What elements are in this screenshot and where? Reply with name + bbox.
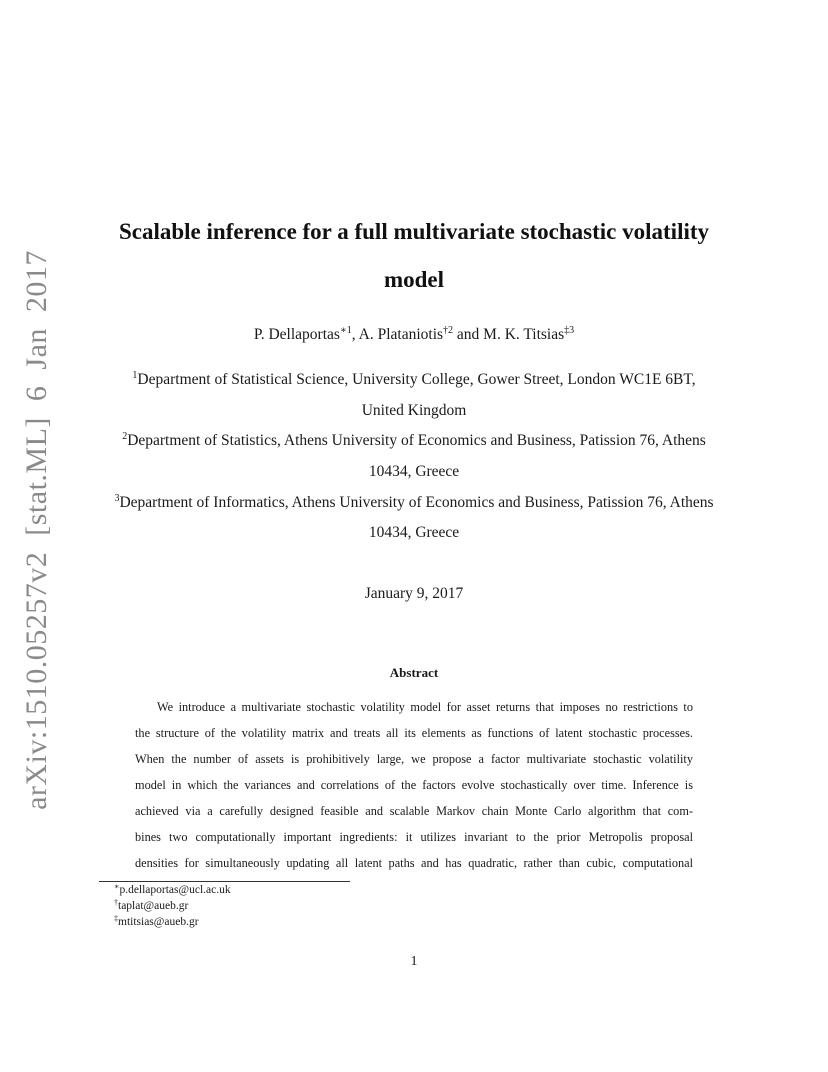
footnote-mark: ∗ <box>114 882 120 891</box>
affiliation-1-line-2: United Kingdom <box>361 402 467 419</box>
author-separator: and <box>453 326 484 343</box>
abstract-line: the structure of the volatility matrix and treats all its elements as functions of latent stochastic processes. <box>135 726 693 740</box>
affiliation-3-line-2: 10434, Greece <box>368 524 460 541</box>
affiliation-2-line-1 <box>90 432 738 450</box>
footnote-email: mtitsias@aueb.gr <box>118 916 199 928</box>
author-titsias: M. K. Titsias <box>483 326 565 343</box>
paper-date: January 9, 2017 <box>364 585 464 602</box>
footnote-3 <box>114 916 199 928</box>
author-dellaportas: P. Dellaportas <box>253 326 340 343</box>
affiliation-text: Department of Statistics, Athens University of Economics and Business, Patission 76, Athens <box>127 432 706 449</box>
footnote-divider <box>99 881 350 882</box>
footnote-1 <box>114 884 231 896</box>
page-number: 1 <box>410 954 418 969</box>
abstract-line: model in which the variances and correlations of the factors evolve stochastically over time. Inference is <box>135 778 693 792</box>
abstract-line: When the number of assets is prohibitively large, we propose a factor multivariate stochastic volatility <box>135 752 693 766</box>
author-plataniotis: A. Plataniotis <box>358 326 444 343</box>
footnote-mark: ‡ <box>114 914 118 923</box>
paper-title-line-2: model <box>383 267 445 292</box>
abstract-heading: Abstract <box>389 665 439 680</box>
arxiv-identifier: arXiv:1510.05257v2 [stat.ML] 6 Jan 2017 <box>20 250 53 810</box>
author-mark-2: †2 <box>443 325 454 336</box>
footnote-mark: † <box>114 898 118 907</box>
abstract-line: achieved via a carefully designed feasible and scalable Markov chain Monte Carlo algorithm that com- <box>135 804 693 818</box>
affiliation-1-line-1 <box>90 371 738 389</box>
affiliation-2-line-2: 10434, Greece <box>368 463 460 480</box>
abstract-line: We introduce a multivariate stochastic volatility model for asset returns that imposes no restrictions to <box>157 700 693 714</box>
affiliation-text: Department of Informatics, Athens University of Economics and Business, Patission 76, Athens <box>119 494 714 511</box>
footnote-email: taplat@aueb.gr <box>118 900 189 912</box>
affiliation-mark: 3 <box>114 493 120 504</box>
affiliation-mark: 1 <box>132 370 138 381</box>
paper-title-line-1: Scalable inference for a full multivariate stochastic volatility <box>118 219 710 244</box>
author-separator: , <box>351 326 359 343</box>
abstract-line: densities for simultaneously updating all latent paths and has quadratic, rather than cubic, computational <box>135 856 693 870</box>
abstract-line: bines two computationally important ingredients: it utilizes invariant to the prior Metropolis proposal <box>135 830 693 844</box>
affiliation-text: Department of Statistical Science, University College, Gower Street, London WC1E 6BT, <box>137 371 696 388</box>
author-mark-3: ‡3 <box>564 325 575 336</box>
affiliation-mark: 2 <box>122 431 128 442</box>
author-list <box>90 326 738 344</box>
footnote-email: p.dellaportas@ucl.ac.uk <box>119 884 231 896</box>
author-mark-1: ∗1 <box>339 325 352 336</box>
footnote-2 <box>114 900 188 912</box>
affiliation-3-line-1 <box>90 494 738 512</box>
